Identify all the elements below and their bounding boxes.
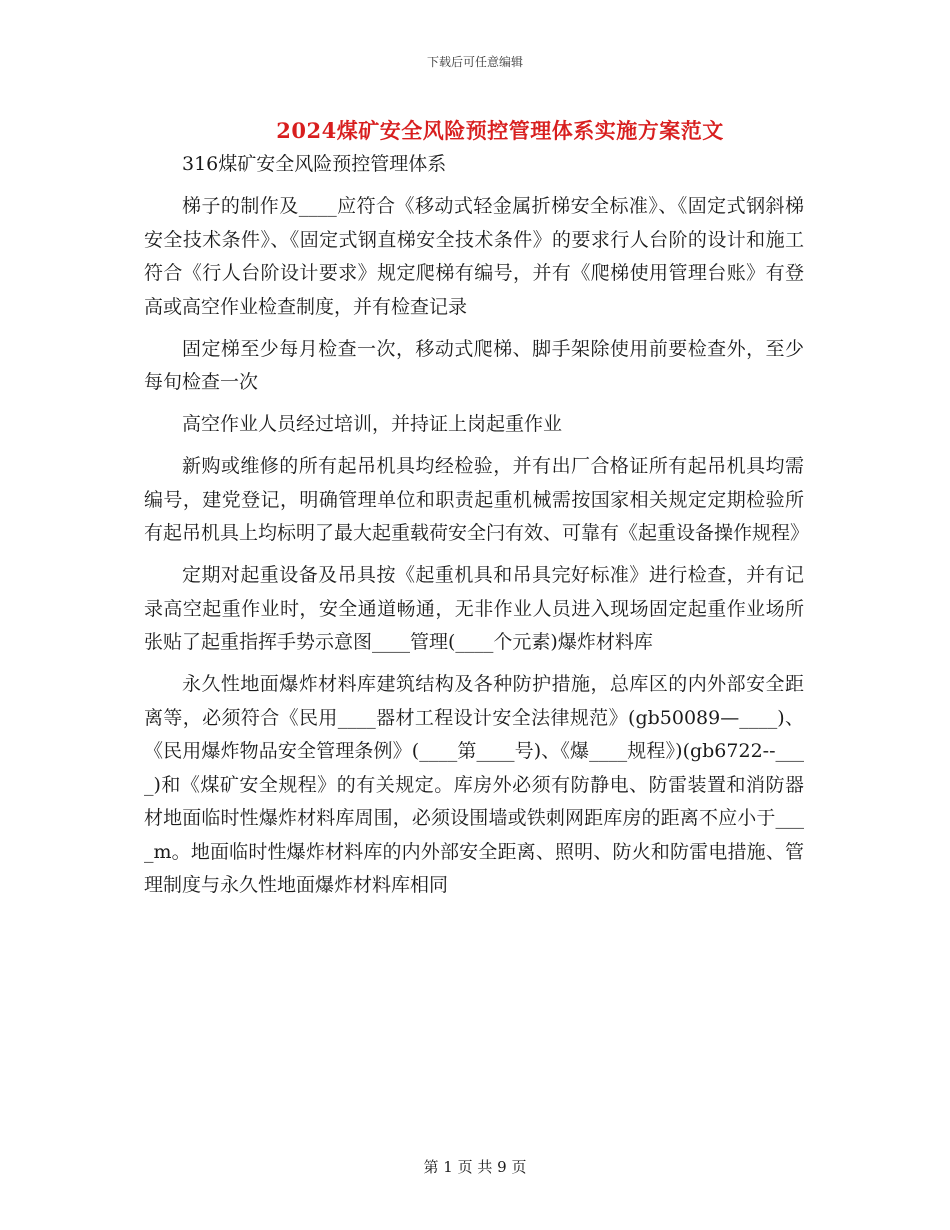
paragraph: 固定梯至少每月检查一次，移动式爬梯、脚手架除使用前要检查外，至少每旬检查一次: [144, 337, 804, 393]
header-note: 下载后可任意编辑: [426, 55, 523, 69]
document-title: 2024煤矿安全风险预控管理体系实施方案范文: [276, 118, 724, 143]
page-number: 第 1 页 共 9 页: [423, 1158, 527, 1176]
paragraph: 316煤矿安全风险预控管理体系: [182, 153, 447, 175]
paragraph: 定期对起重设备及吊具按《起重机具和吊具完好标准》进行检查，并有记录高空起重作业时，安全通道畅通，无非作业人员进入现场固定起重作业场所张贴了起重指挥手势示意图____管理(____个元素)爆炸材料库: [144, 564, 804, 653]
paragraph: 高空作业人员经过培训，并持证上岗起重作业: [182, 413, 563, 435]
document-body: [144, 148, 810, 911]
paragraph: 梯子的制作及____应符合《移动式轻金属折梯安全标准》、《固定式钢斜梯安全技术条件》、《固定式钢直梯安全技术条件》的要求行人台阶的设计和施工符合《行人台阶设计要求》规定爬梯有编号，并有《爬梯使用管理台账》有登高或高空作业检查制度，并有检查记录: [144, 195, 804, 318]
paragraph: 永久性地面爆炸材料库建筑结构及各种防护措施，总库区的内外部安全距离等，必须符合《民用____器材工程设计安全法律规范》(gb50089—____)、《民用爆炸物品安全管理条例》(____第____号)、《爆____规程》)(gb6722--____)和《煤矿安全规程》的有关规定。库房外必须有防静电、防雷装置和消防器材地面临时性爆炸材料库周围，必须设围墙或铁刺网距库房的距离不应小于____m。地面临时性爆炸材料库的内外部安全距离、照明、防火和防雷电措施、管理制度与永久性地面爆炸材料库相同: [144, 673, 804, 896]
paragraph: 新购或维修的所有起吊机具均经检验，并有出厂合格证所有起吊机具均需编号，建党登记，明确管理单位和职责起重机械需按国家相关规定定期检验所有起吊机具上均标明了最大起重载荷安全闩有效、可靠有《起重设备操作规程》: [144, 455, 810, 544]
